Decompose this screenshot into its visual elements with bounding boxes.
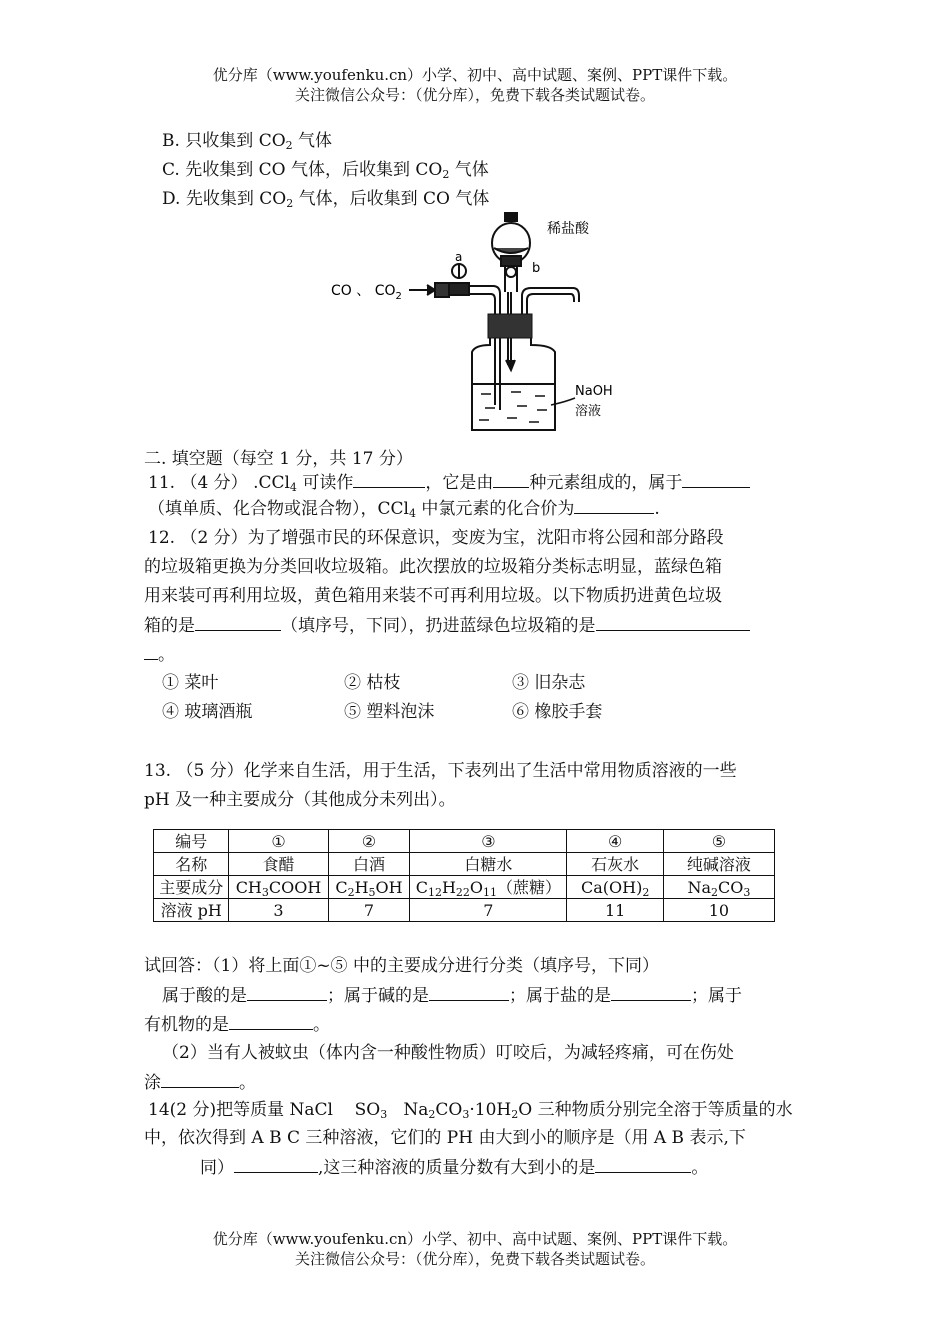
q13-smear-blank[interactable] <box>161 1068 239 1088</box>
q14-blank-1[interactable] <box>234 1153 318 1173</box>
q12-item-6: ⑥ 橡胶手套 <box>512 702 603 722</box>
c3-sub-2: 22 <box>455 885 470 899</box>
gas-label <box>331 283 402 302</box>
c2-a: C <box>335 877 348 897</box>
q14-blank-2[interactable] <box>595 1153 691 1173</box>
q14-text-b: Na <box>387 1100 429 1120</box>
q11-text-c: ，它是由 <box>425 473 494 493</box>
q13-answer-5 <box>144 1068 256 1098</box>
q12-line-3: 用来装可再利用垃圾，黄色箱用来装不可再利用垃圾。以下物质扔进黄色垃圾 <box>144 586 722 606</box>
table-row <box>154 830 775 853</box>
q12-item-3: ③ 旧杂志 <box>512 673 586 693</box>
option-b <box>162 127 332 156</box>
q12-text-a: 箱的是 <box>144 616 195 636</box>
q11-blank-1[interactable] <box>353 468 425 488</box>
q11-text-f: 中氯元素的化合价为 <box>415 499 575 519</box>
component-2 <box>328 876 410 899</box>
num-4: ④ <box>567 830 663 853</box>
q11-sub-2: 4 <box>408 507 416 520</box>
option-b-post: 气体 <box>292 131 333 151</box>
c2-c: OH <box>375 877 403 897</box>
ph-4: 11 <box>567 899 663 922</box>
name-1: 食醋 <box>229 853 328 876</box>
c3-d: （蔗糖） <box>497 877 562 897</box>
c2-sub: 2 <box>347 885 355 899</box>
ph-table <box>153 829 775 922</box>
name-3: 白糖水 <box>410 853 567 876</box>
ph-2: 7 <box>328 899 410 922</box>
gas-label-sub: 2 <box>395 291 402 302</box>
num-3: ③ <box>410 830 567 853</box>
q11-text-a: 11. （4 分） .CCl <box>148 473 290 493</box>
q13-organic-end: 。 <box>313 1015 330 1035</box>
c5-a: Na <box>687 877 712 897</box>
c4-a: Ca(OH) <box>581 877 643 897</box>
q14-sub-3: 3 <box>462 1108 470 1121</box>
valve-a <box>449 264 469 295</box>
option-d-post: 气体，后收集到 CO 气体 <box>293 189 490 209</box>
separatory-funnel <box>492 213 530 370</box>
section-2-title: 二. 填空题（每空 1 分，共 17 分） <box>144 449 413 469</box>
q14-text-d: ·10H <box>469 1100 512 1120</box>
q12-item-5: ⑤ 塑料泡沫 <box>344 702 435 722</box>
c5-sub: 2 <box>711 885 719 899</box>
q12-blank-1[interactable] <box>195 611 281 631</box>
q12-text-end: 。 <box>158 645 175 665</box>
ph-5: 10 <box>663 899 774 922</box>
q14-line-1 <box>148 1096 793 1125</box>
q12-line-2: 的垃圾箱更换为分类回收垃圾箱。此次摆放的垃圾箱分类标志明显，蓝绿色箱 <box>144 557 722 577</box>
component-4 <box>567 876 663 899</box>
option-d-sub: 2 <box>286 197 294 210</box>
q12-line-1: 12. （2 分）为了增强市民的环保意识，变废为宝，沈阳市将公园和部分路段 <box>148 528 724 548</box>
q13-organic-lead: ；属于 <box>691 986 742 1006</box>
q13-salt-label: ；属于盐的是 <box>509 986 611 1006</box>
c3-sub: 12 <box>427 885 442 899</box>
inlet-arrow <box>409 285 435 295</box>
q14-text-f: 同） <box>200 1158 234 1178</box>
c1-a: CH <box>235 877 262 897</box>
component-5 <box>663 876 774 899</box>
footer-line-1: 优分库（www.youfenku.cn）小学、初中、高中试题、案例、PPT课件下载。 <box>212 1230 738 1248</box>
q13-acid-blank[interactable] <box>247 981 327 1001</box>
q11-text-b: 可读作 <box>296 473 354 493</box>
header-line-1: 优分库（www.youfenku.cn）小学、初中、高中试题、案例、PPT课件下载。 <box>212 66 738 84</box>
ph-1: 3 <box>229 899 328 922</box>
valve-b-label: b <box>532 261 541 276</box>
q12-item-1: ① 菜叶 <box>162 673 219 693</box>
c3-sub-3: 11 <box>483 885 498 899</box>
q14-line-3 <box>200 1153 708 1183</box>
q11-sub-1: 4 <box>289 481 297 494</box>
q12-items-row-2 <box>162 698 602 727</box>
option-c-sub: 2 <box>442 168 450 181</box>
q13-base-label: ；属于碱的是 <box>327 986 429 1006</box>
page-footer <box>0 1229 950 1269</box>
option-c <box>162 156 489 185</box>
option-c-post: 气体 <box>449 160 489 180</box>
q14-text-h: 。 <box>691 1158 709 1178</box>
q12-item-4: ④ 玻璃酒瓶 <box>162 702 253 722</box>
component-3 <box>410 876 567 899</box>
footer-line-2: 关注微信公众号：（优分库），免费下载各类试题试卷。 <box>294 1250 655 1268</box>
c3-b: H <box>441 877 456 897</box>
q14-text-g: ,这三种溶液的质量分数有大到小的是 <box>318 1158 596 1178</box>
q13-smear-label: 涂 <box>144 1073 161 1093</box>
solution-marks <box>479 392 547 422</box>
q12-line-5 <box>144 640 175 670</box>
row-head-name: 名称 <box>154 853 229 876</box>
option-c-text: C. 先收集到 CO 气体，后收集到 CO <box>162 160 443 180</box>
q13-base-blank[interactable] <box>429 981 509 1001</box>
q13-salt-blank[interactable] <box>611 981 691 1001</box>
apparatus-diagram <box>325 210 625 440</box>
row-head-component: 主要成分 <box>154 876 229 899</box>
q11-text-e: （填单质、化合物或混合物），CCl <box>148 499 409 519</box>
q14-line-2: 中，依次得到 A B C 三种溶液，它们的 PH 由大到小的顺序是（用 A B 表示,下 <box>144 1128 746 1148</box>
c3-a: C <box>415 877 428 897</box>
page-header <box>0 65 950 105</box>
c1-b: COOH <box>268 877 322 897</box>
acid-label: 稀盐酸 <box>547 221 589 237</box>
q13-organic-blank[interactable] <box>229 1010 313 1030</box>
q13-answer-2 <box>162 981 742 1011</box>
row-head-number: 编号 <box>154 830 229 853</box>
c2-sub-2: 5 <box>368 885 376 899</box>
q12-blank-2-cont[interactable] <box>144 640 158 660</box>
stopper <box>488 314 532 338</box>
q13-organic-label: 有机物的是 <box>144 1015 229 1035</box>
c4-sub: 2 <box>642 885 650 899</box>
c5-sub-2: 3 <box>743 885 751 899</box>
q11-blank-3[interactable] <box>682 468 750 488</box>
option-b-sub: 2 <box>285 139 293 152</box>
q13-acid-label: 属于酸的是 <box>162 986 247 1006</box>
q13-answer-1: 试回答：（1）将上面①~⑤ 中的主要成分进行分类（填序号，下同） <box>144 956 659 976</box>
table-row <box>154 853 775 876</box>
naoh-label-2: 溶液 <box>575 404 602 419</box>
q11-text-g: . <box>654 499 660 519</box>
q11-blank-4[interactable] <box>574 494 654 514</box>
q12-line-4 <box>144 611 750 641</box>
q11-line-2 <box>148 494 660 524</box>
ph-3: 7 <box>410 899 567 922</box>
num-1: ① <box>229 830 328 853</box>
option-d-text: D. 先收集到 CO <box>162 189 287 209</box>
q14-text-c: CO <box>435 1100 463 1120</box>
q14-sub-4: 2 <box>511 1108 519 1121</box>
table-row <box>154 899 775 922</box>
name-5: 纯碱溶液 <box>663 853 774 876</box>
q14-text-a: 14(2 分)把等质量 NaCl SO <box>148 1100 381 1120</box>
q12-items-row-1 <box>162 669 585 698</box>
q13-answer-3 <box>144 1010 330 1040</box>
q13-line-2: pH 及一种主要成分（其他成分未列出）。 <box>144 790 456 810</box>
num-5: ⑤ <box>663 830 774 853</box>
q14-sub-2: 2 <box>428 1108 436 1121</box>
q13-smear-end: 。 <box>239 1073 256 1093</box>
table-row <box>154 876 775 899</box>
q13-answer-4: （2）当有人被蚊虫（体内含一种酸性物质）叮咬后，为减轻疼痛，可在伤处 <box>162 1043 734 1063</box>
name-2: 白酒 <box>328 853 410 876</box>
q11-blank-2[interactable] <box>493 468 529 488</box>
q13-line-1: 13. （5 分）化学来自生活，用于生活，下表列出了生活中常用物质溶液的一些 <box>144 761 737 781</box>
valve-a-label: a <box>455 250 463 264</box>
q14-sub-1: 3 <box>380 1108 388 1121</box>
gas-label-text: CO 、 CO <box>331 283 396 299</box>
q12-text-b: （填序号，下同），扔进蓝绿色垃圾箱的是 <box>281 616 596 636</box>
c2-b: H <box>354 877 369 897</box>
header-line-2: 关注微信公众号：（优分库），免费下载各类试题试卷。 <box>294 86 655 104</box>
q11-text-d: 种元素组成的，属于 <box>529 473 683 493</box>
c5-b: CO <box>718 877 744 897</box>
row-head-ph: 溶液 pH <box>154 899 229 922</box>
name-4: 石灰水 <box>567 853 663 876</box>
q12-blank-2[interactable] <box>596 611 750 631</box>
num-2: ② <box>328 830 410 853</box>
q12-item-2: ② 枯枝 <box>344 673 401 693</box>
option-b-text: B. 只收集到 CO <box>162 131 286 151</box>
c3-c: O <box>469 877 484 897</box>
naoh-label: NaOH <box>575 384 613 399</box>
gas-bottle <box>472 338 555 430</box>
c1-sub: 3 <box>261 885 269 899</box>
q14-text-e: O 三种物质分别完全溶于等质量的水 <box>518 1100 793 1120</box>
component-1 <box>229 876 328 899</box>
